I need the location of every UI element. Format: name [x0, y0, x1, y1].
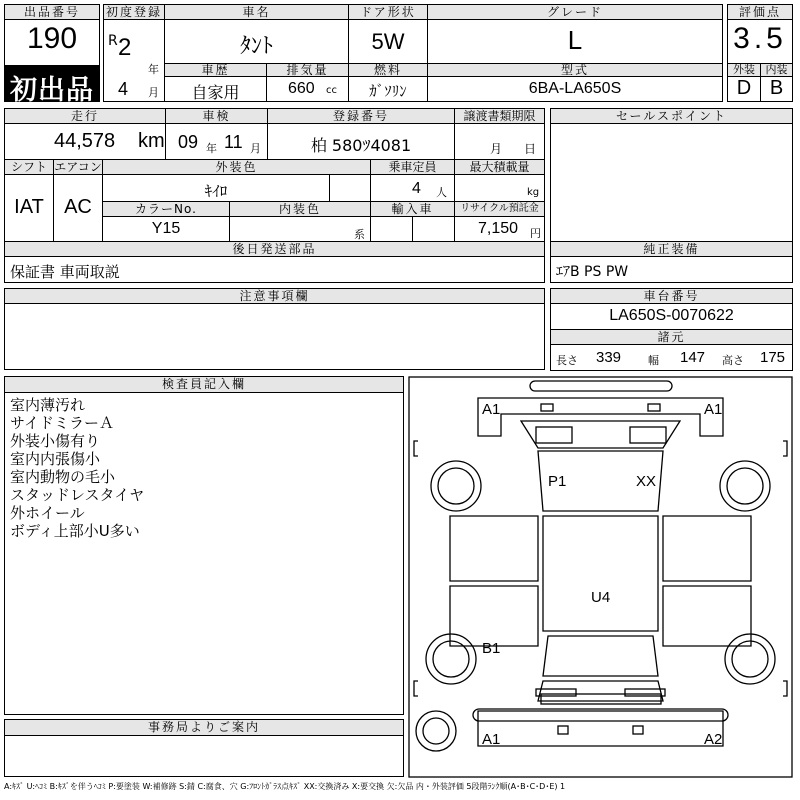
- ext-color-header: 外装色: [102, 159, 371, 175]
- lot-number: 190: [26, 22, 78, 55]
- bracket-left: [414, 681, 418, 696]
- headlight-right: [630, 427, 666, 443]
- recycle-unit: 円: [530, 227, 541, 240]
- front-panel-mark: [648, 404, 660, 411]
- color-no: Y15: [151, 220, 181, 237]
- int-color-header: 内装色: [229, 201, 371, 217]
- score: 3.5: [733, 22, 787, 55]
- month-unit: 月: [148, 86, 159, 99]
- later-parts-header: 後日発送部品: [4, 241, 545, 257]
- hood: [521, 421, 680, 448]
- capacity-header: 乗車定員: [370, 159, 455, 175]
- load-header: 最大積載量: [454, 159, 545, 175]
- notes-cell: [4, 303, 545, 370]
- inspection-month: 11: [224, 132, 243, 152]
- inspection-month-unit: 月: [250, 142, 261, 155]
- inspection-year: 09: [178, 132, 199, 152]
- history-header: 車歴: [164, 63, 267, 77]
- length-label: 長さ: [556, 354, 578, 367]
- rear-window: [543, 636, 658, 676]
- door-type-header: ドア形状: [348, 4, 428, 20]
- car-damage-diagram: [408, 376, 793, 778]
- damage-legend: A:ｷｽﾞ U:ﾍｺﾐ B:ｷｽﾞを伴うﾍｺﾐ P:要塗装 W:補修跡 S:錆 C:腐食、穴 G:ﾌﾛﾝﾄｶﾞﾗｽ点ｷｽﾞ XX:交換済み X:要交換 欠:欠品 内・外装評価 5段階ﾗﾝｸ順(A･B･C･D･E) 1: [4, 782, 566, 791]
- year-unit: 年: [148, 63, 159, 76]
- front-door-right: [663, 516, 751, 581]
- exterior-score: D: [736, 77, 752, 99]
- chassis-header: 車台番号: [550, 288, 793, 304]
- front-bumper: [530, 381, 672, 391]
- height-label: 高さ: [722, 354, 744, 367]
- spare-tire: [416, 711, 456, 751]
- model-header: 型式: [427, 63, 723, 77]
- inspector-line: サイドミラーＡ: [10, 414, 114, 432]
- sales-point-header: セールスポイント: [550, 108, 793, 124]
- int-color-unit: 系: [354, 228, 365, 241]
- registration: 柏 580ﾂ4081: [310, 136, 412, 155]
- ext-color-extra-cell: [329, 174, 371, 202]
- shift-header: シフト: [4, 159, 54, 175]
- inspector-line: 室内動物の毛小: [10, 468, 116, 486]
- damage-mark: A1: [482, 731, 501, 748]
- equipment: ｴｱB PS PW: [556, 264, 629, 280]
- year-value: 2: [118, 34, 132, 61]
- roof: [543, 516, 658, 631]
- plate-mark: [633, 726, 643, 734]
- sales-point-cell: [550, 123, 793, 242]
- inspector-line: ボディ上部小U多い: [10, 522, 140, 540]
- interior-score: B: [769, 77, 784, 99]
- month-value: 4: [118, 79, 129, 99]
- spec-cell: [550, 344, 793, 371]
- exterior-header: 外装: [727, 63, 761, 77]
- lot-number-header: 出品番号: [4, 4, 100, 20]
- history: 自家用: [191, 83, 240, 102]
- capacity-unit: 人: [436, 186, 447, 199]
- fuel-header: 燃料: [348, 63, 428, 77]
- door-type: 5W: [371, 29, 405, 54]
- width-label: 幅: [648, 354, 659, 367]
- length: 339: [596, 349, 622, 366]
- damage-mark: P1: [548, 473, 567, 490]
- damage-mark: XX: [636, 473, 657, 490]
- spec-header: 諸元: [550, 329, 793, 345]
- front-body: [478, 398, 723, 436]
- inspector-header: 検査員記入欄: [4, 376, 404, 393]
- diagram-frame: [409, 377, 792, 777]
- recycle-header: リサイクル預託金: [454, 201, 545, 217]
- inspection-header: 車検: [165, 108, 268, 124]
- import-cell-left: [370, 216, 413, 242]
- rear-hatch: [538, 681, 663, 701]
- recycle: 7,150: [478, 220, 519, 237]
- rear-body: [478, 711, 723, 746]
- inspector-lines: [10, 396, 144, 540]
- front-right-tire-inner: [727, 468, 763, 504]
- import-header: 輸入車: [370, 201, 455, 217]
- damage-mark: B1: [482, 640, 501, 657]
- transfer-header: 譲渡書類期限: [454, 108, 545, 124]
- mileage: 44,578: [54, 130, 116, 152]
- fuel: ｶﾞｿﾘﾝ: [369, 82, 407, 100]
- inspector-line: 室内薄汚れ: [10, 396, 86, 414]
- inspector-line: 外装小傷有り: [10, 432, 101, 450]
- displacement-header: 排気量: [266, 63, 349, 77]
- office-cell: [4, 735, 404, 777]
- front-left-tire-inner: [438, 468, 474, 504]
- import-cell-right: [412, 216, 455, 242]
- damage-mark: A1: [482, 401, 501, 418]
- damage-mark: A2: [704, 731, 723, 748]
- mileage-unit: km: [138, 130, 165, 152]
- bracket-right: [783, 441, 787, 456]
- era-value: R: [108, 33, 118, 49]
- displacement-unit: cc: [326, 85, 337, 96]
- grade: L: [567, 25, 583, 55]
- displacement: 660: [288, 80, 315, 97]
- load-unit: kg: [527, 187, 540, 198]
- ac: AC: [64, 196, 92, 218]
- plate-mark: [558, 726, 568, 734]
- spare-tire-inner: [423, 718, 449, 744]
- headlight-left: [536, 427, 572, 443]
- ac-header: エアコン: [54, 160, 102, 174]
- car-name: ﾀﾝﾄ: [239, 34, 273, 59]
- notes-header: 注意事項欄: [4, 288, 545, 304]
- model: 6BA-LA650S: [528, 80, 622, 97]
- int-color-cell: [229, 216, 371, 242]
- bracket-right: [783, 681, 787, 696]
- transfer-day-unit: 日: [524, 142, 537, 156]
- mileage-header: 走行: [4, 108, 166, 124]
- interior-header: 内装: [760, 63, 793, 77]
- damage-mark: A1: [704, 401, 723, 418]
- later-parts: 保証書 車両取説: [10, 263, 120, 281]
- bracket-left: [414, 441, 418, 456]
- office-header: 事務局よりご案内: [4, 719, 404, 736]
- color-no-header: カラーNo.: [102, 201, 230, 217]
- height: 175: [760, 349, 786, 366]
- ext-color: ｷｲﾛ: [204, 182, 228, 200]
- rear-bumper: [536, 689, 576, 696]
- first-listing-label: 初出品: [10, 75, 94, 106]
- width: 147: [680, 349, 706, 366]
- chassis-number: LA650S-0070622: [609, 307, 734, 324]
- inspection-year-unit: 年: [206, 142, 217, 155]
- front-door-left: [450, 516, 538, 581]
- car-name-header: 車名: [164, 4, 349, 20]
- rear-bumper: [625, 689, 665, 696]
- shift: IAT: [14, 196, 44, 218]
- inspector-line: 室内内張傷小: [10, 450, 101, 468]
- inspector-line: スタッドレスタイヤ: [10, 486, 145, 504]
- damage-mark: U4: [591, 589, 611, 606]
- registration-header: 登録番号: [267, 108, 455, 124]
- transfer-month-unit: 月: [490, 142, 503, 156]
- first-reg-header: 初度登録: [103, 4, 165, 20]
- equipment-header: 純正装備: [550, 241, 793, 257]
- capacity: 4: [412, 180, 421, 197]
- front-panel-mark: [541, 404, 553, 411]
- grade-header: グレード: [427, 4, 723, 20]
- score-header: 評価点: [727, 4, 793, 20]
- inspector-line: 外ホイール: [10, 504, 85, 522]
